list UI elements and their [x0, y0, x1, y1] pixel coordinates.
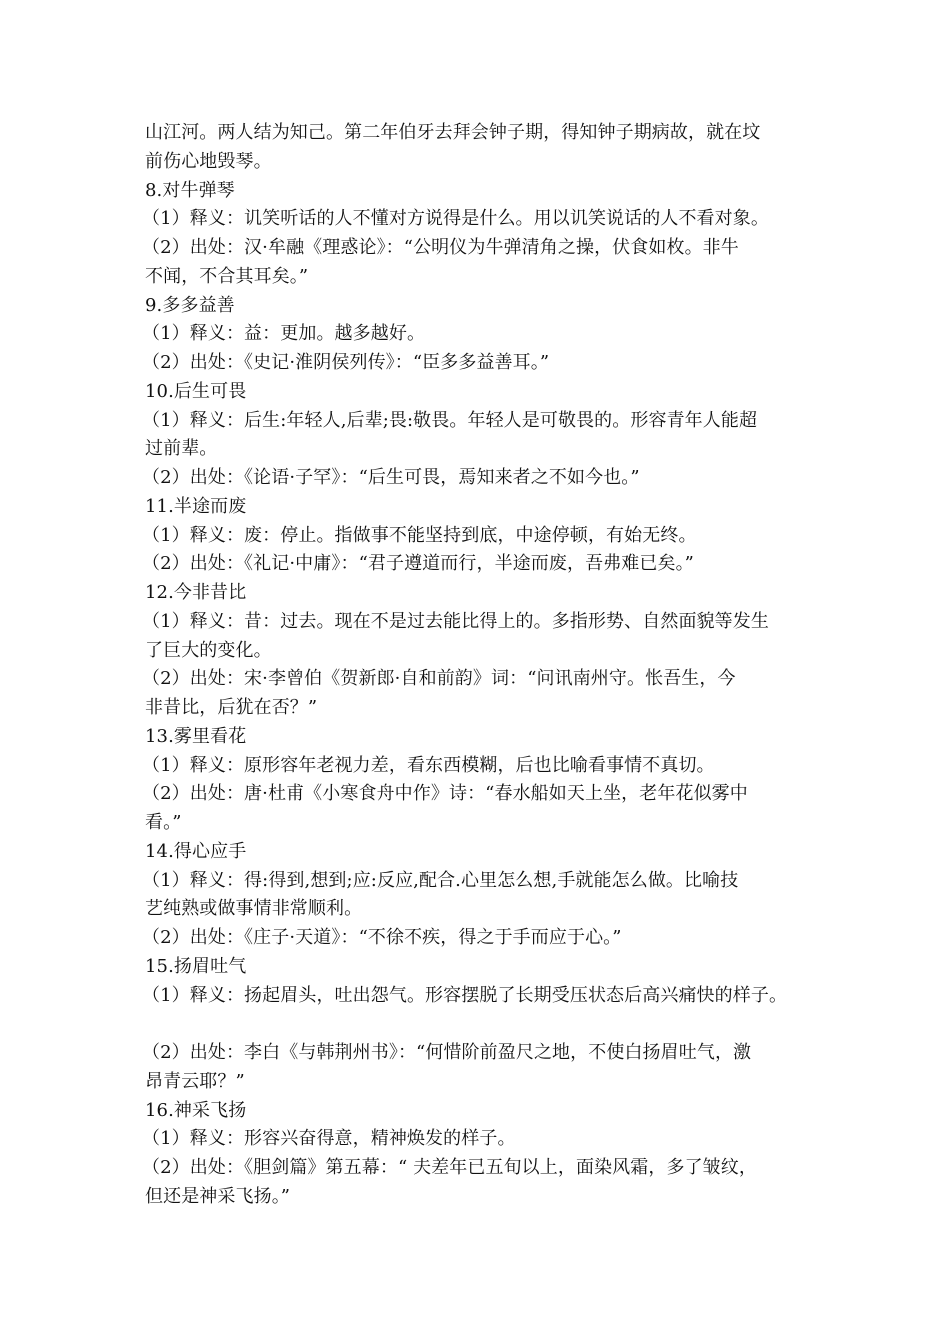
- entry-meaning-line: （1）释义：原形容年老视力差，看东西模糊，后也比喻看事情不真切。: [142, 754, 715, 776]
- idiom-entry-13: [142, 723, 935, 838]
- entry-source-line: 看。”: [145, 812, 182, 833]
- entry-source-line: （2）出处：李白《与韩荆州书》：“何惜阶前盈尺之地，不使白扬眉吐气，激: [142, 1042, 752, 1063]
- entry-title: 14.得心应手: [145, 840, 247, 862]
- entry-source-line: （2）出处：《礼记·中庸》：“君子遵道而行，半途而废，吾弗难已矣。”: [142, 553, 694, 575]
- entry-meaning-line: 了巨大的变化。: [145, 639, 272, 661]
- entry-title: 16.神采飞扬: [145, 1099, 247, 1121]
- idiom-entry-8: [142, 177, 935, 292]
- entry-meaning-line: （1）释义：扬起眉头，吐出怨气。形容摆脱了长期受压状态后高兴痛快的样子。: [142, 984, 788, 1006]
- idiom-entry-11: [142, 493, 935, 579]
- intro-line: 山江河。两人结为知己。第二年伯牙去拜会钟子期，得知钟子期病故，就在坟: [145, 122, 761, 143]
- idiom-entry-12: [142, 579, 935, 723]
- entry-meaning-line: （1）释义：益：更加。越多越好。: [142, 323, 426, 345]
- idiom-entry-10: [142, 378, 935, 493]
- entry-meaning-line: 过前辈。: [145, 438, 218, 460]
- entry-source-line: （2）出处：《庄子·天道》：“不徐不疾，得之于手而应于心。”: [142, 927, 622, 948]
- entry-source-line: 不闻，不合其耳矣。”: [145, 265, 309, 287]
- entry-title: 13.雾里看花: [145, 725, 247, 747]
- entry-source-line: （2）出处：《胆剑篇》第五幕：“ 夫差年已五旬以上，面染风霜，多了皱纹，: [142, 1157, 757, 1178]
- entry-source-line: 非昔比，后犹在否？”: [145, 697, 318, 718]
- document-body: [142, 119, 935, 1212]
- blank-line: [145, 1010, 935, 1039]
- entry-meaning-line: （1）释义：昔：过去。现在不是过去能比得上的。多指形势、自然面貌等发生: [142, 610, 769, 632]
- entry-title: 11.半途而废: [145, 495, 247, 517]
- entry-title: 9.多多益善: [145, 294, 235, 316]
- idiom-entry-9: [142, 292, 935, 378]
- intro-paragraph: [145, 119, 935, 177]
- entry-title: 12.今非昔比: [145, 582, 247, 603]
- entry-title: 15.扬眉吐气: [145, 955, 247, 977]
- idiom-entry-15: [142, 953, 935, 1097]
- entry-meaning-line: （1）释义：讥笑听话的人不懂对方说得是什么。用以讥笑说话的人不看对象。: [142, 208, 769, 230]
- entry-title: 10.后生可畏: [145, 380, 247, 402]
- entry-source-line: （2）出处：宋·李曾伯《贺新郎·自和前韵》词：“问讯南州守。怅吾生，今: [142, 668, 736, 690]
- entry-meaning-line: （1）释义：废：停止。指做事不能坚持到底，中途停顿，有始无终。: [142, 524, 697, 546]
- entry-source-line: （2）出处：汉·牟融《理惑论》：“公明仪为牛弹清角之操，伏食如枚。非牛: [142, 237, 739, 258]
- entry-meaning-line: （1）释义：形容兴奋得意，精神焕发的样子。: [142, 1128, 516, 1150]
- entry-source-line: （2）出处：《史记·淮阴侯列传》：“臣多多益善耳。”: [142, 352, 550, 373]
- entry-source-line: 昂青云耶？”: [145, 1070, 245, 1092]
- entry-source-line: 但还是神采飞扬。”: [145, 1185, 291, 1207]
- intro-line: 前伤心地毁琴。: [145, 150, 272, 172]
- entry-title: 8.对牛弹琴: [145, 179, 235, 201]
- idiom-entry-14: [142, 838, 935, 953]
- entry-source-line: （2）出处：唐·杜甫《小寒食舟中作》诗：“春水船如天上坐，老年花似雾中: [142, 783, 748, 805]
- entry-meaning-line: 艺纯熟或做事情非常顺利。: [145, 898, 363, 920]
- idiom-entry-16: [142, 1097, 935, 1212]
- entry-meaning-line: （1）释义：后生:年轻人,后辈;畏:敬畏。年轻人是可敬畏的。形容青年人能超: [142, 409, 758, 431]
- entry-source-line: （2）出处：《论语·子罕》：“后生可畏，焉知来者之不如今也。”: [142, 467, 640, 488]
- entry-meaning-line: （1）释义：得:得到,想到;应:反应,配合.心里怎么想,手就能怎么做。比喻技: [142, 869, 739, 891]
